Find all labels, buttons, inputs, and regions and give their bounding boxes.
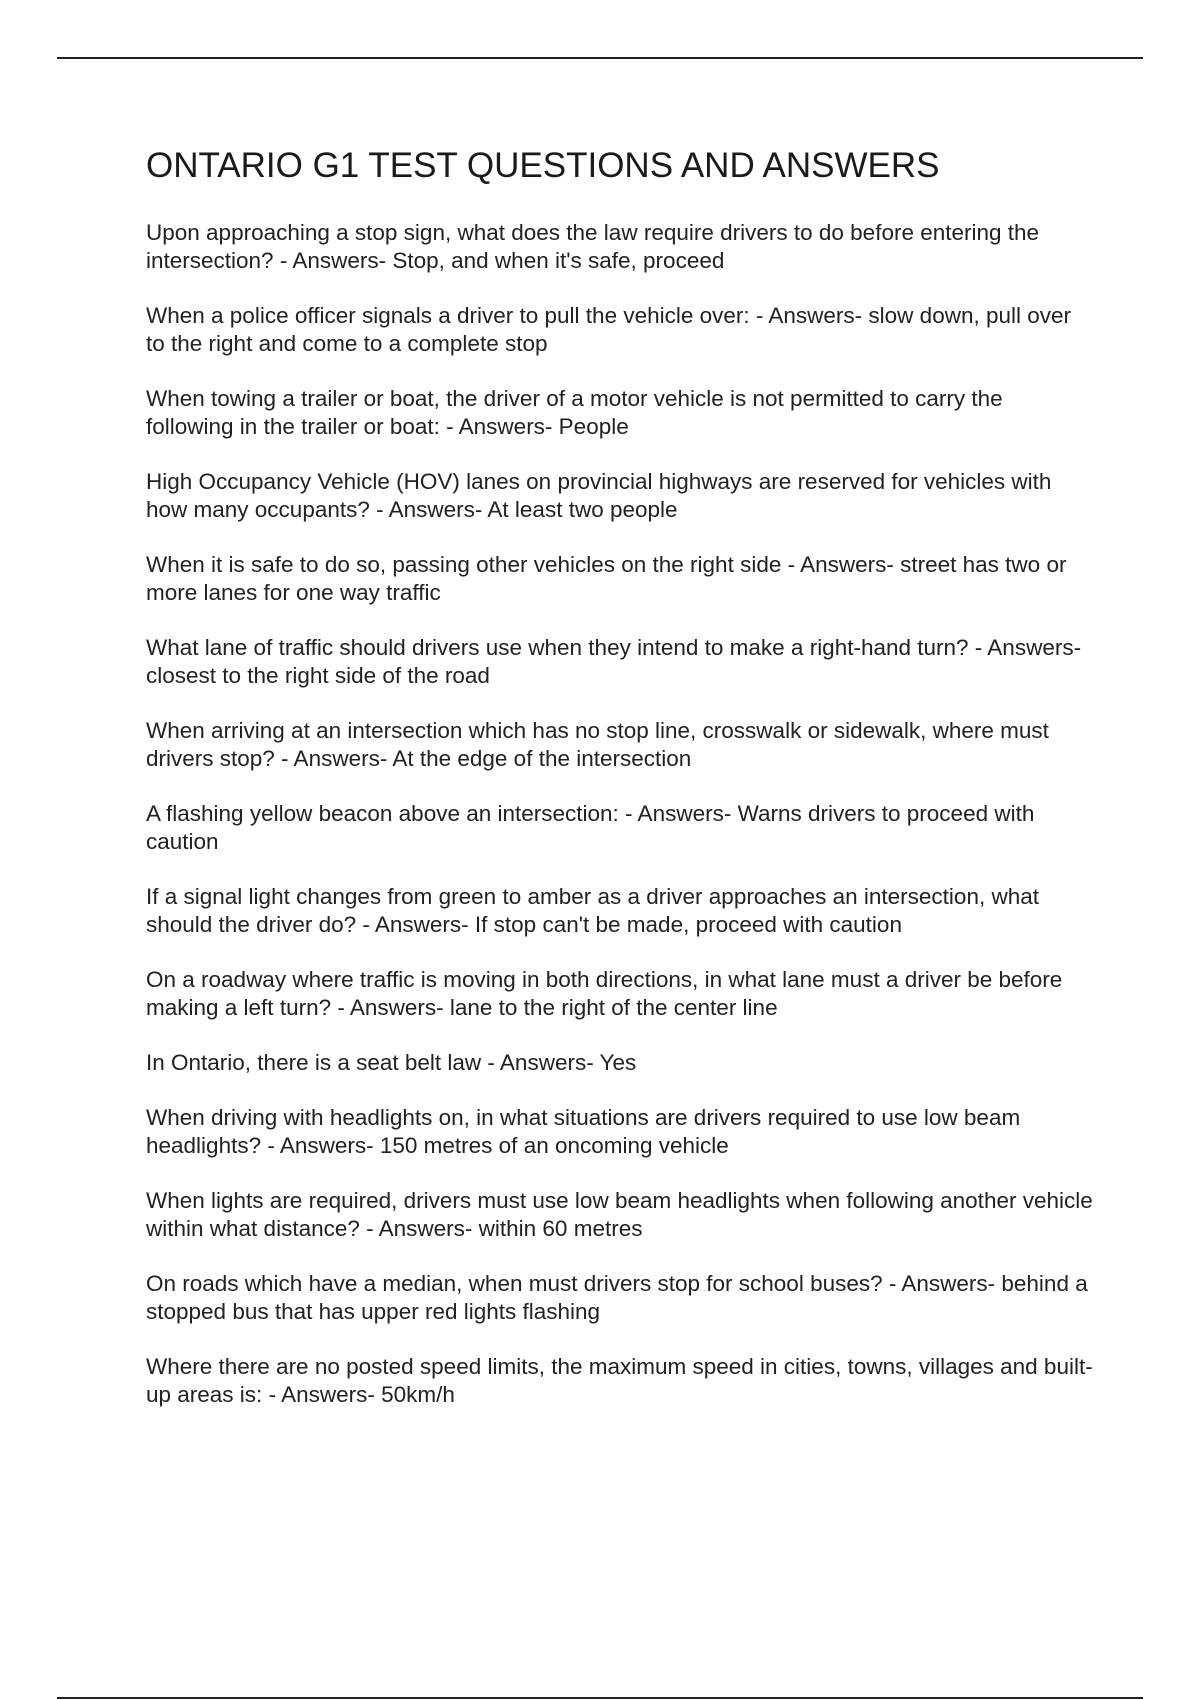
bottom-divider xyxy=(57,1697,1143,1699)
qa-list xyxy=(146,219,1096,1409)
qa-item: When it is safe to do so, passing other vehicles on the right side - Answers- street has two or more lanes for one way traffic xyxy=(146,552,1067,605)
qa-item: On a roadway where traffic is moving in both directions, in what lane must a driver be before making a left turn? - Answers- lane to the right of the center line xyxy=(146,967,1063,1020)
qa-item: When arriving at an intersection which has no stop line, crosswalk or sidewalk, where must drivers stop? - Answers- At the edge of the intersection xyxy=(146,718,1049,771)
qa-item: High Occupancy Vehicle (HOV) lanes on provincial highways are reserved for vehicles with how many occupants? - Answers- At least two people xyxy=(146,469,1052,522)
qa-item: Where there are no posted speed limits, the maximum speed in cities, towns, villages and built-up areas is: - Answers- 50km/h xyxy=(146,1354,1093,1407)
qa-item: What lane of traffic should drivers use when they intend to make a right-hand turn? - Answers- closest to the right side of the road xyxy=(146,635,1082,688)
top-divider xyxy=(57,57,1143,59)
qa-item: When driving with headlights on, in what situations are drivers required to use low beam headlights? - Answers- 150 metres of an oncoming vehicle xyxy=(146,1105,1021,1158)
qa-item: Upon approaching a stop sign, what does the law require drivers to do before entering the intersection? - Answers- Stop, and when it's safe, proceed xyxy=(146,220,1040,273)
qa-item: When lights are required, drivers must use low beam headlights when following another vehicle within what distance? - Answers- within 60 metres xyxy=(146,1188,1093,1241)
qa-item: In Ontario, there is a seat belt law - Answers- Yes xyxy=(146,1050,637,1075)
qa-item: On roads which have a median, when must drivers stop for school buses? - Answers- behind a stopped bus that has upper red lights flashing xyxy=(146,1271,1088,1324)
qa-item: If a signal light changes from green to amber as a driver approaches an intersection, what should the driver do? - Answers- If stop can't be made, proceed with caution xyxy=(146,884,1039,937)
document-body xyxy=(146,145,1096,1436)
page-title: ONTARIO G1 TEST QUESTIONS AND ANSWERS xyxy=(146,146,940,185)
qa-item: When a police officer signals a driver to pull the vehicle over: - Answers- slow down, pull over to the right and come to a complete stop xyxy=(146,303,1072,356)
qa-item: When towing a trailer or boat, the driver of a motor vehicle is not permitted to carry the following in the trailer or boat: - Answers- People xyxy=(146,386,1003,439)
qa-item: A flashing yellow beacon above an intersection: - Answers- Warns drivers to proceed with caution xyxy=(146,801,1035,854)
